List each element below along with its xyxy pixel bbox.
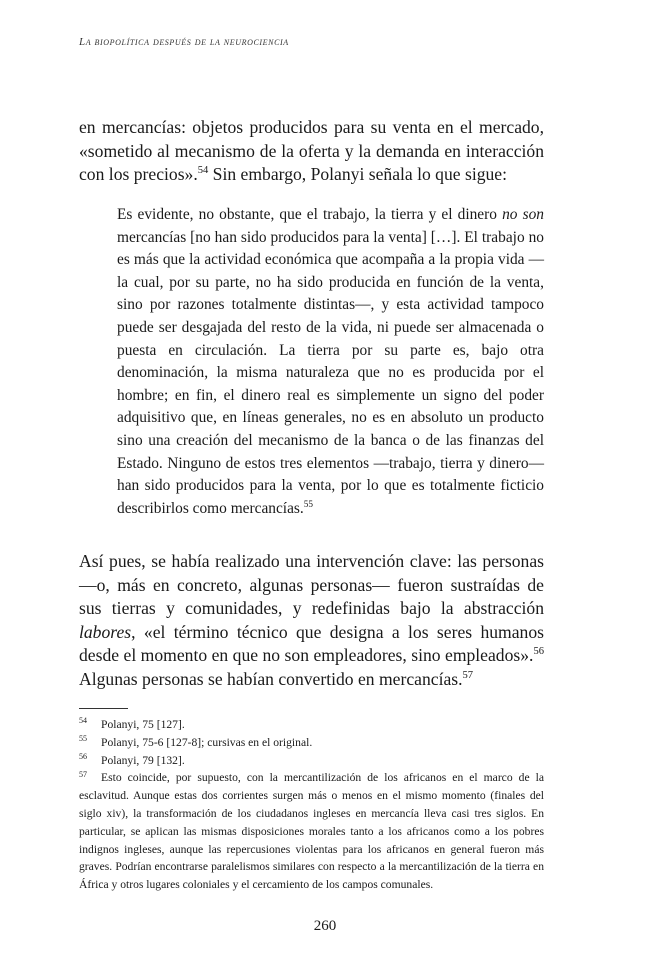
- footnote-item: 55 Polanyi, 75-6 [127-8]; cursivas en el original.: [79, 733, 313, 749]
- footnote-item: 56 Polanyi, 79 [132].: [79, 751, 185, 767]
- body-paragraph-1: en mercancías: objetos producidos para su venta en el mercado, «sometido al mecanismo de la oferta y la demanda en interacción con los precios».$^{54}$ Sin embargo, Polanyi señala lo que sigue:: [79, 117, 544, 184]
- block-quote: Es evidente, no obstante, que el trabajo, la tierra y el dinero no son mercancías [no han sido producidos para la venta] […]. El trabajo no es más que la actividad económica que acompaña a la propia vida —la cual, por su parte, no ha sido producida en función de la venta, sino por razones totalmente distintas—, y esta actividad tampoco puede ser desgajada del resto de la vida, ni puede ser almacenada o puesta en circulación. La tierra por su parte es, bajo otra denominación, la misma naturaleza que no es producida por el hombre; en fin, el dinero real es simplemente un signo del poder adquisitivo que, en líneas generales, no es en absoluto un producto sino una creación del mecanismo de la banca o de las finanzas del Estado. Ninguno de estos tres elementos —trabajo, tierra y dinero— han sido producidos para la venta, por lo que es totalmente ficticio describirlos como mercancías.$^{55}$: [117, 206, 544, 517]
- footnote-ref-55[interactable]: 55: [303, 498, 313, 509]
- footnote-item: 54 Polanyi, 75 [127].: [79, 716, 185, 731]
- footnotes-list: [79, 716, 544, 894]
- footnote-ref-57[interactable]: 57: [462, 669, 474, 681]
- running-head: La biopolítica después de la neurociencia: [79, 36, 289, 48]
- footnote-ref-54[interactable]: 54: [197, 165, 209, 177]
- footnote-ref-56[interactable]: 56: [533, 646, 544, 658]
- body-paragraph-2: Así pues, se había realizado una intervención clave: las personas —o, más en concreto, algunas personas— fueron sustraídas de sus tierras y comunidades, y redefinidas bajo la abstracción labores, «el término técnico que designa a los seres humanos desde el momento en que no son empleadores, sino empleados».$^{56}$ Algunas personas se habían convertido en mercancías.$^{57}$: [79, 551, 544, 689]
- page-number: 260: [313, 918, 337, 934]
- footnote-item: 57 Esto coincide, por supuesto, con la mercantilización de los africanos en el marco de la esclavitud. Aunque estas dos corrientes surgen más o menos en el mismo momento (finales del siglo xiv), la transformación de los ciudadanos ingleses en mercancía lleva casi tres siglos. En particular, se aplican las mismas disposiciones morales tanto a los africanos como a los pobres indignos ingleses, aunque las repercusiones violentas para los africanos en general fueron más graves. Podrían encontrarse paralelismos similares con respecto a la mercantilización de la tierra en África y otros lugares coloniales y el cercamiento de los campos comunales.: [79, 769, 544, 892]
- footnote-divider: [79, 708, 128, 709]
